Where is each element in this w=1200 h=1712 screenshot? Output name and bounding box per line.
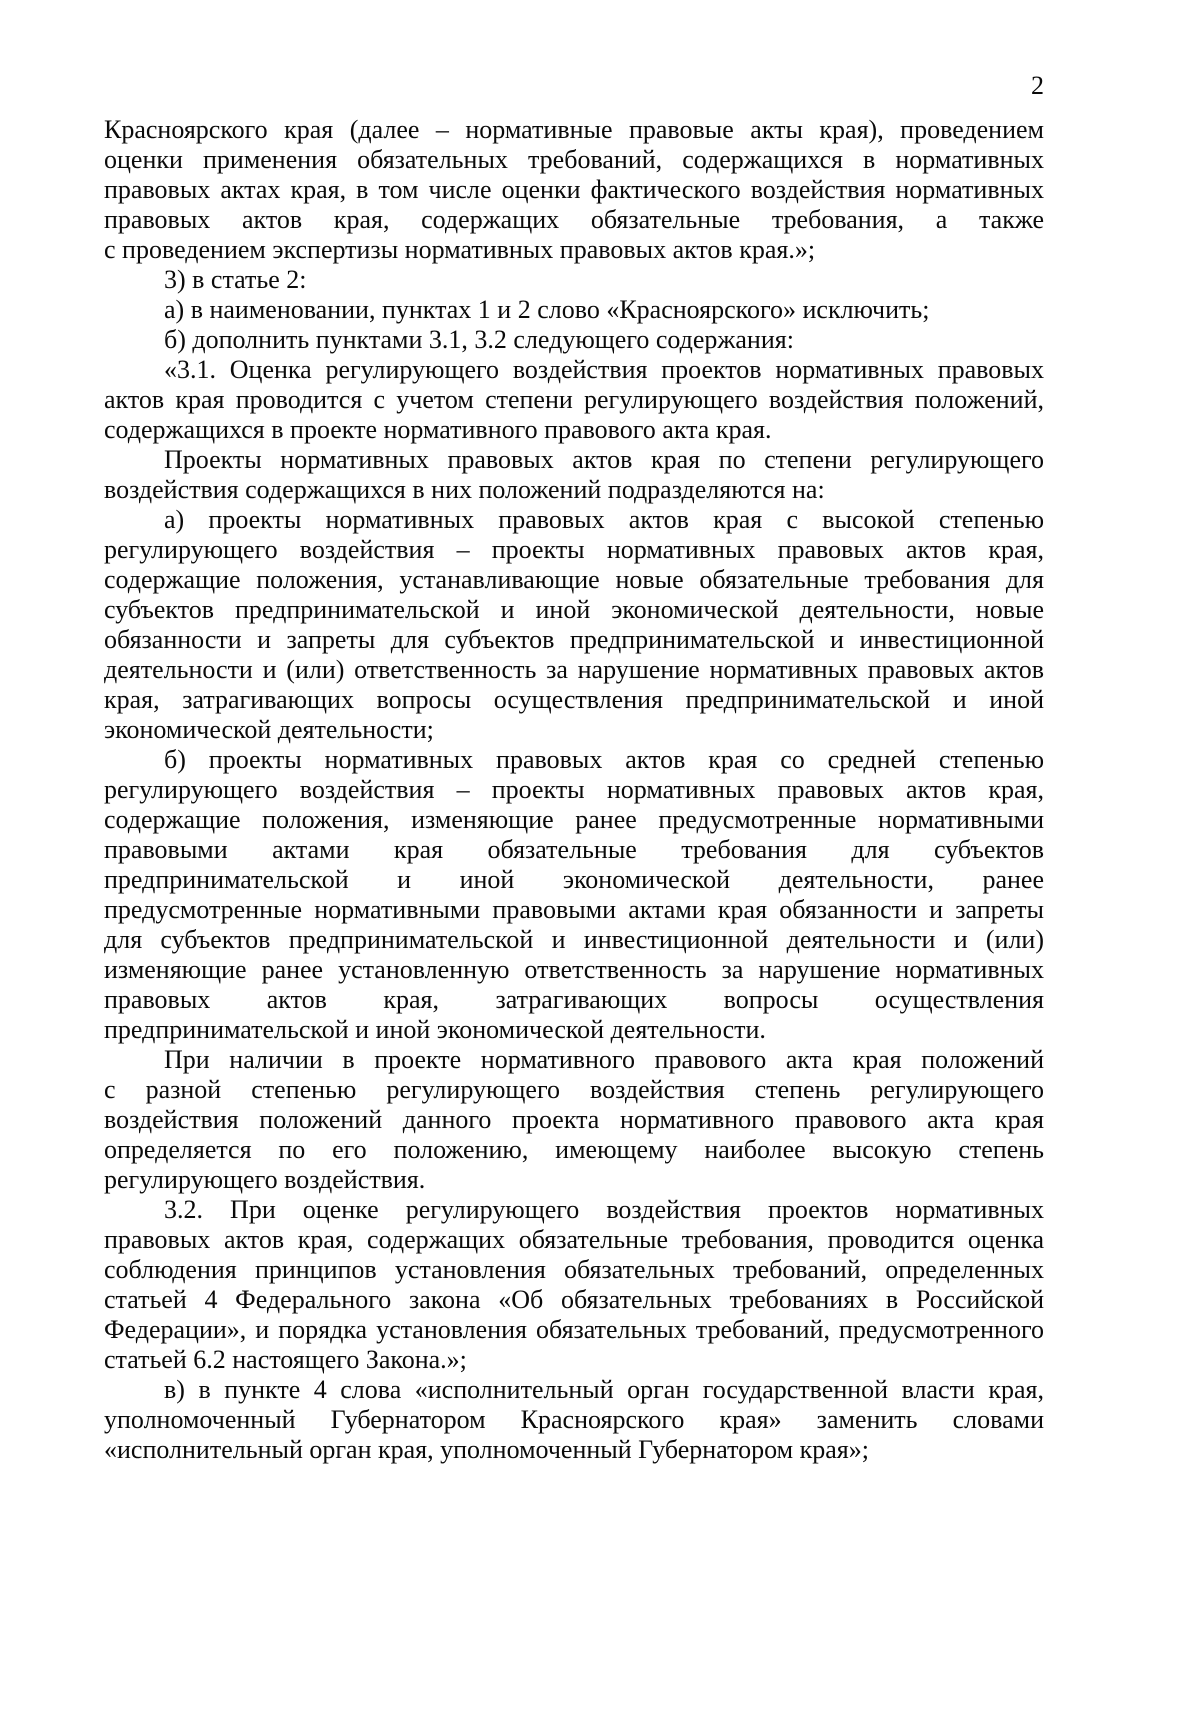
text-line: регулирующего воздействия – проекты нормативных правовых актов края, (104, 535, 1044, 564)
text-line: обязанности и запреты для субъектов предпринимательской и инвестиционной (104, 625, 1044, 654)
subitem-a-high-degree (104, 505, 1044, 745)
item-3-article-2 (104, 265, 1044, 295)
text-line: б) дополнить пунктами 3.1, 3.2 следующего содержания: (164, 325, 794, 354)
subitem-v-point-4 (104, 1375, 1044, 1465)
text-line: правовыми актами края обязательные требования для субъектов (104, 835, 1044, 864)
point-3-2 (104, 1195, 1044, 1375)
text-line: края, затрагивающих вопросы осуществления предпринимательской и иной (104, 685, 1044, 714)
text-line: предпринимательской и иной экономической деятельности. (104, 1015, 766, 1044)
text-line: а) проекты нормативных правовых актов края с высокой степенью (164, 505, 1044, 534)
text-line: статьей 4 Федерального закона «Об обязательных требованиях в Российской (104, 1285, 1044, 1314)
text-line: экономической деятельности; (104, 715, 434, 744)
text-line: с проведением экспертизы нормативных правовых актов края.»; (104, 235, 816, 264)
text-line: изменяющие ранее установленную ответственность за нарушение нормативных (104, 955, 1044, 984)
text-line: б) проекты нормативных правовых актов края со средней степенью (164, 745, 1044, 774)
text-line: соблюдения принципов установления обязательных требований, определенных (104, 1255, 1044, 1284)
text-line: воздействия положений данного проекта нормативного правового акта края (104, 1105, 1044, 1134)
paragraph-continuation (104, 115, 1044, 265)
text-line: При наличии в проекте нормативного правового акта края положений (164, 1045, 1044, 1074)
text-line: регулирующего воздействия – проекты нормативных правовых актов края, (104, 775, 1044, 804)
text-line: «3.1. Оценка регулирующего воздействия проектов нормативных правовых (164, 355, 1044, 384)
text-line: субъектов предпринимательской и иной экономической деятельности, новые (104, 595, 1044, 624)
text-line: содержащие положения, изменяющие ранее предусмотренные нормативными (104, 805, 1044, 834)
text-line: Федерации», и порядка установления обязательных требований, предусмотренного (104, 1315, 1044, 1344)
subitem-b-medium-degree (104, 745, 1044, 1045)
text-line: с разной степенью регулирующего воздействия степень регулирующего (104, 1075, 1044, 1104)
text-line: деятельности и (или) ответственность за нарушение нормативных правовых актов (104, 655, 1044, 684)
text-line: предпринимательской и иной экономической деятельности, ранее (104, 865, 1044, 894)
document-body (104, 115, 1044, 1465)
text-line: уполномоченный Губернатором Красноярского края» заменить словами (104, 1405, 1044, 1434)
paragraph-project-categories (104, 445, 1044, 505)
subitem-a-title-change (104, 295, 1044, 325)
text-line: статьей 6.2 настоящего Закона.»; (104, 1345, 467, 1374)
point-3-1 (104, 355, 1044, 445)
text-line: воздействия содержащихся в них положений подразделяются на: (104, 475, 825, 504)
text-line: для субъектов предпринимательской и инвестиционной деятельности и (или) (104, 925, 1044, 954)
text-line: содержащие положения, устанавливающие новые обязательные требования для (104, 565, 1044, 594)
text-line: в) в пункте 4 слова «исполнительный орган государственной власти края, (164, 1375, 1044, 1404)
text-line: «исполнительный орган края, уполномоченный Губернатором края»; (104, 1435, 869, 1464)
text-line: предусмотренные нормативными правовыми актами края обязанности и запреты (104, 895, 1044, 924)
text-line: регулирующего воздействия. (104, 1165, 426, 1194)
subitem-b-add-points (104, 325, 1044, 355)
text-line: 3.2. При оценке регулирующего воздействия проектов нормативных (164, 1195, 1044, 1224)
text-line: определяется по его положению, имеющему наиболее высокую степень (104, 1135, 1044, 1164)
text-line: правовых актов края, содержащих обязательные требования, проводится оценка (104, 1225, 1044, 1254)
text-line: Красноярского края (далее – нормативные правовые акты края), проведением (104, 115, 1044, 144)
text-line: оценки применения обязательных требований, содержащихся в нормативных (104, 145, 1044, 174)
text-line: актов края проводится с учетом степени регулирующего воздействия положений, (104, 385, 1044, 414)
text-line: Проекты нормативных правовых актов края по степени регулирующего (164, 445, 1044, 474)
page-number: 2 (1031, 71, 1044, 100)
text-line: а) в наименовании, пунктах 1 и 2 слово «Красноярского» исключить; (164, 295, 930, 324)
text-line: правовых актов края, содержащих обязательные требования, а также (104, 205, 1044, 234)
paragraph-mixed-degree (104, 1045, 1044, 1195)
text-line: правовых актах края, в том числе оценки фактического воздействия нормативных (104, 175, 1044, 204)
text-line: правовых актов края, затрагивающих вопросы осуществления (104, 985, 1044, 1014)
text-line: содержащихся в проекте нормативного правового акта края. (104, 415, 772, 444)
text-line: 3) в статье 2: (164, 265, 307, 294)
